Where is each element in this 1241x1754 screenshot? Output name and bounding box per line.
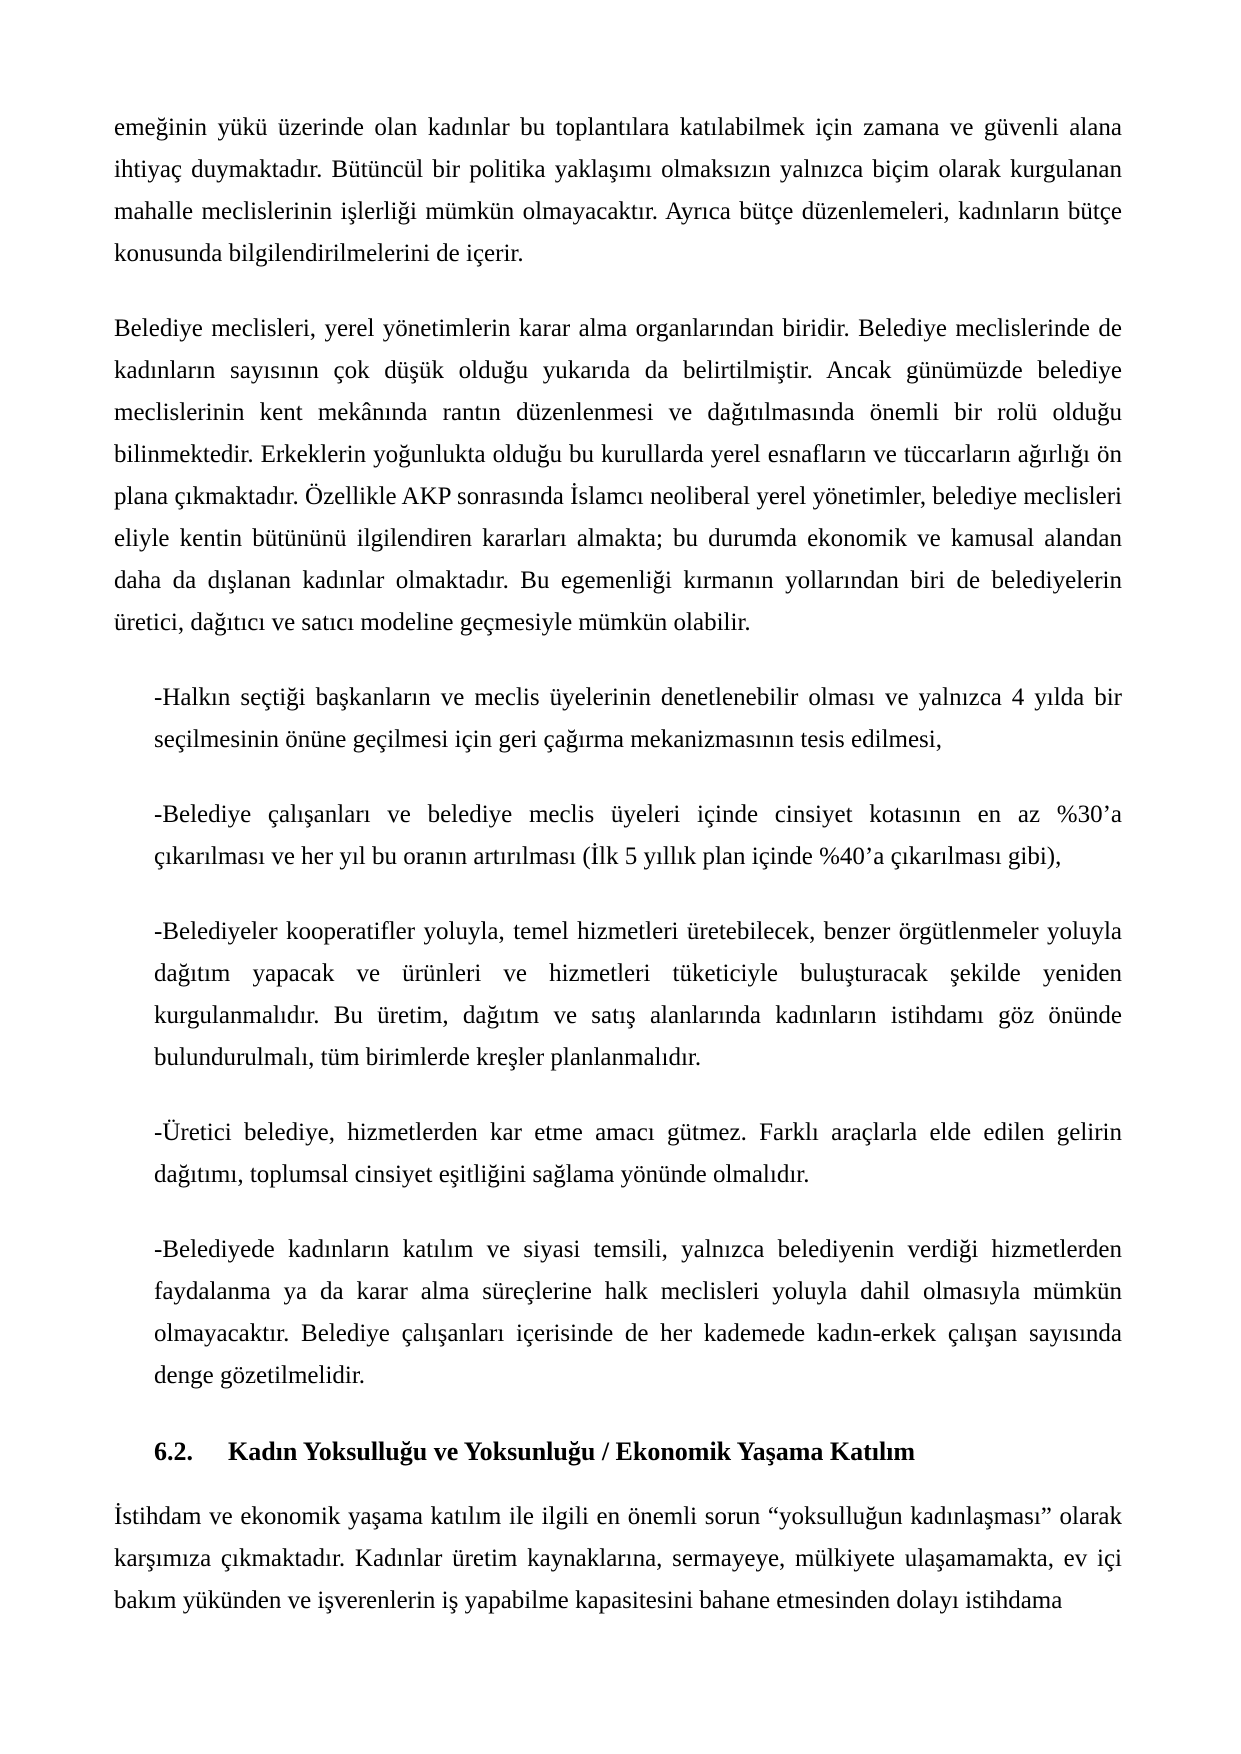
bullet-item: -Üretici belediye, hizmetlerden kar etme amacı gütmez. Farklı araçlarla elde edilen gelirin dağıtımı, toplumsal cinsiyet eşitliğini sağlama yönünde olmalıdır. [154,1119,1122,1188]
body-paragraph: Belediye meclisleri, yerel yönetimlerin karar alma organlarından biridir. Belediye meclislerinde de kadınların sayısının çok düşük olduğu yukarıda da belirtilmiştir. Ancak günümüzde belediye meclislerinin kent mekânında rantın düzenlenmesi ve dağıtılmasında önemli bir rolü olduğu bilinmektedir. Erkeklerin yoğunlukta olduğu bu kurullarda yerel esnafların ve tüccarların ağırlığı ön plana çıkmaktadır. Özellikle AKP sonrasında İslamcı neoliberal yerel yönetimler, belediye meclisleri eliyle kentin bütününü ilgilendiren kararları almakta; bu durumda ekonomik ve kamusal alandan daha da dışlanan kadınlar olmaktadır. Bu egemenliği kırmanın yollarından biri de belediyelerin üretici, dağıtıcı ve satıcı modeline geçmesiyle mümkün olabilir. [114,315,1122,636]
bullet-item: -Halkın seçtiği başkanların ve meclis üyelerinin denetlenebilir olması ve yalnızca 4 yılda bir seçilmesinin önüne geçilmesi için geri çağırma mekanizmasının tesis edilmesi, [154,684,1122,753]
body-paragraph: emeğinin yükü üzerinde olan kadınlar bu toplantılara katılabilmek için zamana ve güvenli alana ihtiyaç duymaktadır. Bütüncül bir politika yaklaşımı olmaksızın yalnızca biçim olarak kurgulanan mahalle meclislerinin işlerliği mümkün olmayacaktır. Ayrıca bütçe düzenlemeleri, kadınların bütçe konusunda bilgilendirilmelerini de içerir. [114,114,1122,267]
bullet-list [114,677,1122,1397]
body-paragraph: İstihdam ve ekonomik yaşama katılım ile ilgili en önemli sorun “yoksulluğun kadınlaşması” olarak karşımıza çıkmaktadır. Kadınlar üretim kaynaklarına, sermayeye, mülkiyete ulaşamamakta, ev içi bakım yükünden ve işverenlerin iş yapabilme kapasitesini bahane etmesinden dolayı istihdama [114,1503,1122,1614]
bullet-item: -Belediyeler kooperatifler yoluyla, temel hizmetleri üretebilecek, benzer örgütlenmeler yoluyla dağıtım yapacak ve ürünleri ve hizmetleri tüketiciyle buluşturacak şekilde yeniden kurgulanmalıdır. Bu üretim, dağıtım ve satış alanlarında kadınların istihdamı göz önünde bulundurulmalı, tüm birimlerde kreşler planlanmalıdır. [154,918,1122,1071]
section-heading-number: 6.2. [154,1437,193,1466]
section-heading-title: Kadın Yoksulluğu ve Yoksunluğu / Ekonomik Yaşama Katılım [228,1437,916,1466]
bullet-item: -Belediyede kadınların katılım ve siyasi temsili, yalnızca belediyenin verdiği hizmetlerden faydalanma ya da karar alma süreçlerine halk meclisleri yoluyla dahil olmasıyla mümkün olmayacaktır. Belediye çalışanları içerisinde de her kademede kadın-erkek çalışan sayısında denge gözetilmelidir. [154,1236,1122,1389]
section-heading [154,1430,1122,1474]
bullet-item: -Belediye çalışanları ve belediye meclis üyeleri içinde cinsiyet kotasının en az %30’a çıkarılması ve her yıl bu oranın artırılması (İlk 5 yıllık plan içinde %40’a çıkarılması gibi), [154,801,1122,870]
